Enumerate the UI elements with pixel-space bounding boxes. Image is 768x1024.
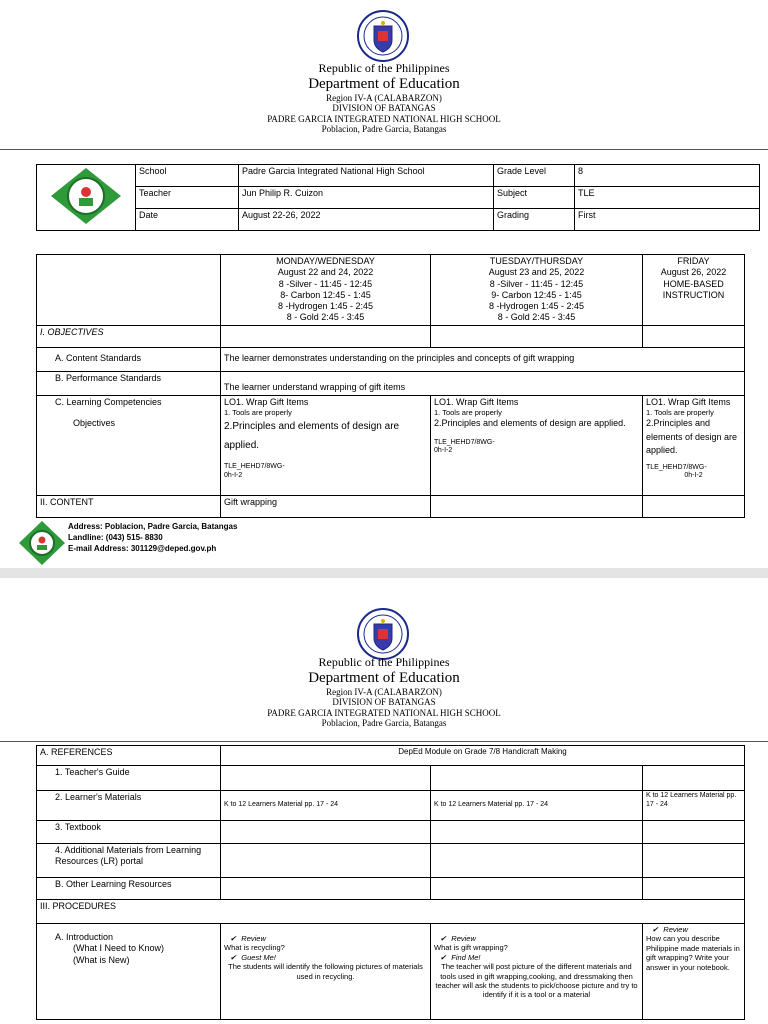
- objectives-table: [36, 254, 745, 518]
- deped-seal-icon: [357, 10, 409, 62]
- blank-header-cell: [37, 255, 221, 326]
- republic-text: Republic of the Philippines: [318, 61, 450, 75]
- content-standards-text: The learner demonstrates understanding on the principles and concepts of gift wrapping: [221, 347, 745, 371]
- grade-label: Grade Level: [494, 165, 575, 187]
- lo-code: TLE_HEHD7/8WG-: [224, 463, 285, 471]
- empty-cell: [431, 766, 643, 791]
- lo-tools: 1. Tools are properly: [434, 407, 502, 417]
- competencies-label: C. Learning Competencies: [55, 396, 162, 407]
- date-value: August 22-26, 2022: [239, 209, 494, 231]
- intro-what-i-need: (What I Need to Know): [73, 943, 165, 954]
- fr-mode: HOME-BASED: [663, 278, 724, 289]
- mw-day: MONDAY/WEDNESDAY: [276, 256, 375, 266]
- page-gap: [0, 568, 768, 578]
- fr-competency: [643, 395, 745, 495]
- mw-review-label: ✔ Review: [224, 934, 427, 943]
- tt-competency: [431, 395, 643, 495]
- mw-slot: 8 - Gold 2:45 - 3:45: [286, 312, 365, 323]
- empty-cell: [643, 325, 745, 347]
- letterhead: [0, 62, 768, 134]
- teacher-label: Teacher: [136, 187, 239, 209]
- empty-cell: [643, 878, 745, 900]
- footer-contact: [68, 522, 237, 554]
- lo-tools: 1. Tools are properly: [224, 407, 292, 417]
- lo-code: 0h-I-2: [684, 472, 703, 480]
- lo-title: LO1. Wrap Gift Items: [224, 396, 309, 407]
- lo-code: TLE_HEHD7/8WG-: [434, 438, 495, 446]
- procedures-heading: III. PROCEDURES: [37, 900, 745, 924]
- tt-activity-text: The teacher will post picture of the different materials and tools used in gift wrapping,cooking, and dressmaking then teacher will ask the students to pick/choose picture and try to identify if it is a tool or a material: [435, 962, 638, 1000]
- empty-cell: [431, 878, 643, 900]
- mw-guest-label: ✔ Guest Me!: [224, 953, 427, 962]
- mw-date: August 22 and 24, 2022: [277, 267, 374, 278]
- empty-cell: [221, 766, 431, 791]
- textbook-label: 3. Textbook: [37, 821, 221, 844]
- empty-cell: [431, 325, 643, 347]
- republic-text: Republic of the Philippines: [318, 655, 450, 669]
- additional-materials-label: 4. Additional Materials from Learning Resources (LR) portal: [37, 844, 221, 878]
- footer-address: Address: Poblacion, Padre Garcia, Batangas: [68, 522, 238, 531]
- tt-review-label: ✔ Review: [434, 934, 639, 943]
- content-label: II. CONTENT: [37, 495, 221, 517]
- empty-cell: [431, 821, 643, 844]
- objectives-label: Objectives: [73, 417, 116, 428]
- department-title: Department of Education: [308, 669, 460, 686]
- subject-label: Subject: [494, 187, 575, 209]
- mw-review-question: What is recycling?: [224, 943, 285, 953]
- footer: [18, 520, 418, 566]
- region-text: Region IV-A (CALABARZON): [326, 687, 442, 698]
- mw-schedule: [221, 255, 431, 326]
- introduction-cell: [37, 924, 221, 1020]
- lo-code: 0h-I-2: [434, 447, 453, 455]
- fr-activity-text: How can you describe Philippine made materials in gift wrapping? Write your answer in your notebook.: [646, 934, 740, 972]
- tt-date: August 23 and 25, 2022: [488, 267, 585, 278]
- intro-what-is-new: (What is New): [73, 954, 130, 965]
- lo-principles: 2.Principles and elements of design are applied.: [434, 418, 626, 429]
- mw-competency: [221, 395, 431, 495]
- lo-code: TLE_HEHD7/8WG-: [646, 463, 707, 471]
- empty-cell: [221, 821, 431, 844]
- teachers-guide-label: 1. Teacher's Guide: [37, 766, 221, 791]
- header-divider: [0, 741, 768, 742]
- division-text: DIVISION OF BATANGAS: [332, 697, 436, 708]
- footer-landline: Landline: (043) 515- 8830: [68, 532, 163, 542]
- references-module: DepEd Module on Grade 7/8 Handicraft Making: [221, 746, 745, 766]
- empty-cell: [643, 495, 745, 517]
- page-2: [0, 578, 768, 1024]
- intro-label: A. Introduction: [55, 932, 114, 942]
- date-label: Date: [136, 209, 239, 231]
- empty-cell: [221, 878, 431, 900]
- lo-tools: 1. Tools are properly: [646, 407, 714, 417]
- competencies-cell: [37, 395, 221, 495]
- location-text: Poblacion, Padre Garcia, Batangas: [321, 718, 447, 729]
- school-logo-cell: [37, 165, 136, 231]
- fr-lm-value: K to 12 Learners Material pp. 17 - 24: [643, 791, 745, 821]
- empty-cell: [221, 844, 431, 878]
- lo-principles: 2.Principles and elements of design are applied.: [224, 421, 400, 452]
- school-label: School: [136, 165, 239, 187]
- fr-day: FRIDAY: [677, 256, 710, 266]
- lo-title: LO1. Wrap Gift Items: [646, 396, 731, 407]
- tt-day: TUESDAY/THURSDAY: [489, 256, 584, 266]
- tt-slot: 8 - Gold 2:45 - 3:45: [497, 312, 576, 323]
- teacher-value: Jun Philip R. Cuizon: [239, 187, 494, 209]
- lo-title: LO1. Wrap Gift Items: [434, 396, 519, 407]
- grading-value: First: [575, 209, 760, 231]
- empty-cell: [643, 766, 745, 791]
- empty-cell: [221, 325, 431, 347]
- deped-seal-icon: [357, 608, 409, 660]
- school-value: Padre Garcia Integrated National High School: [239, 165, 494, 187]
- learners-materials-label: 2. Learner's Materials: [37, 791, 221, 821]
- grading-label: Grading: [494, 209, 575, 231]
- empty-cell: [431, 495, 643, 517]
- fr-date: August 26, 2022: [660, 267, 727, 278]
- lo-principles: 2.Principles and elements of design are applied.: [646, 418, 738, 456]
- letterhead: [0, 656, 768, 728]
- performance-standards-text: The learner understand wrapping of gift items: [221, 371, 745, 395]
- content-value: Gift wrapping: [221, 495, 431, 517]
- school-logo-icon: [46, 166, 126, 226]
- mw-slot: 8 -Silver - 11:45 - 12:45: [278, 278, 373, 289]
- empty-cell: [643, 844, 745, 878]
- header-divider: [0, 149, 768, 150]
- fr-mode: INSTRUCTION: [662, 289, 725, 300]
- lo-code: 0h-I-2: [224, 471, 243, 479]
- empty-cell: [643, 821, 745, 844]
- location-text: Poblacion, Padre Garcia, Batangas: [321, 124, 447, 135]
- tt-slot: 8 -Silver - 11:45 - 12:45: [489, 278, 584, 289]
- grade-value: 8: [575, 165, 760, 187]
- mw-introduction: [221, 924, 431, 1020]
- references-label: A. REFERENCES: [37, 746, 221, 766]
- school-name-text: PADRE GARCIA INTEGRATED NATIONAL HIGH SCHOOL: [267, 707, 501, 718]
- tt-find-label: ✔ Find Me!: [434, 953, 639, 962]
- content-standards-label: A. Content Standards: [37, 347, 221, 371]
- tt-schedule: [431, 255, 643, 326]
- school-logo-icon: [18, 520, 66, 566]
- empty-cell: [431, 844, 643, 878]
- objectives-heading: I. OBJECTIVES: [37, 325, 221, 347]
- fr-schedule: [643, 255, 745, 326]
- other-resources-label: B. Other Learning Resources: [37, 878, 221, 900]
- tt-introduction: [431, 924, 643, 1020]
- tt-slot: 9- Carbon 12:45 - 1:45: [491, 289, 582, 300]
- performance-standards-label: B. Performance Standards: [37, 371, 221, 395]
- tt-lm-value: K to 12 Learners Material pp. 17 - 24: [431, 791, 643, 821]
- mw-slot: 8- Carbon 12:45 - 1:45: [280, 289, 371, 300]
- footer-email: E-mail Address: 301129@deped.gov.ph: [68, 543, 217, 553]
- region-text: Region IV-A (CALABARZON): [326, 93, 442, 104]
- fr-review-label: ✔ Review: [646, 925, 741, 934]
- info-table: [36, 164, 760, 231]
- tt-review-question: What is gift wrapping?: [434, 943, 508, 953]
- mw-slot: 8 -Hydrogen 1:45 - 2:45: [277, 301, 374, 311]
- school-name-text: PADRE GARCIA INTEGRATED NATIONAL HIGH SCHOOL: [267, 113, 501, 124]
- references-table: [36, 745, 745, 1020]
- subject-value: TLE: [575, 187, 760, 209]
- division-text: DIVISION OF BATANGAS: [332, 103, 436, 114]
- fr-introduction: [643, 924, 745, 1020]
- mw-activity-text: The students will identify the following pictures of materials used in recycling.: [228, 962, 423, 981]
- mw-lm-value: K to 12 Learners Material pp. 17 - 24: [221, 791, 431, 821]
- department-title: Department of Education: [308, 75, 460, 92]
- tt-slot: 8 -Hydrogen 1:45 - 2:45: [488, 301, 585, 311]
